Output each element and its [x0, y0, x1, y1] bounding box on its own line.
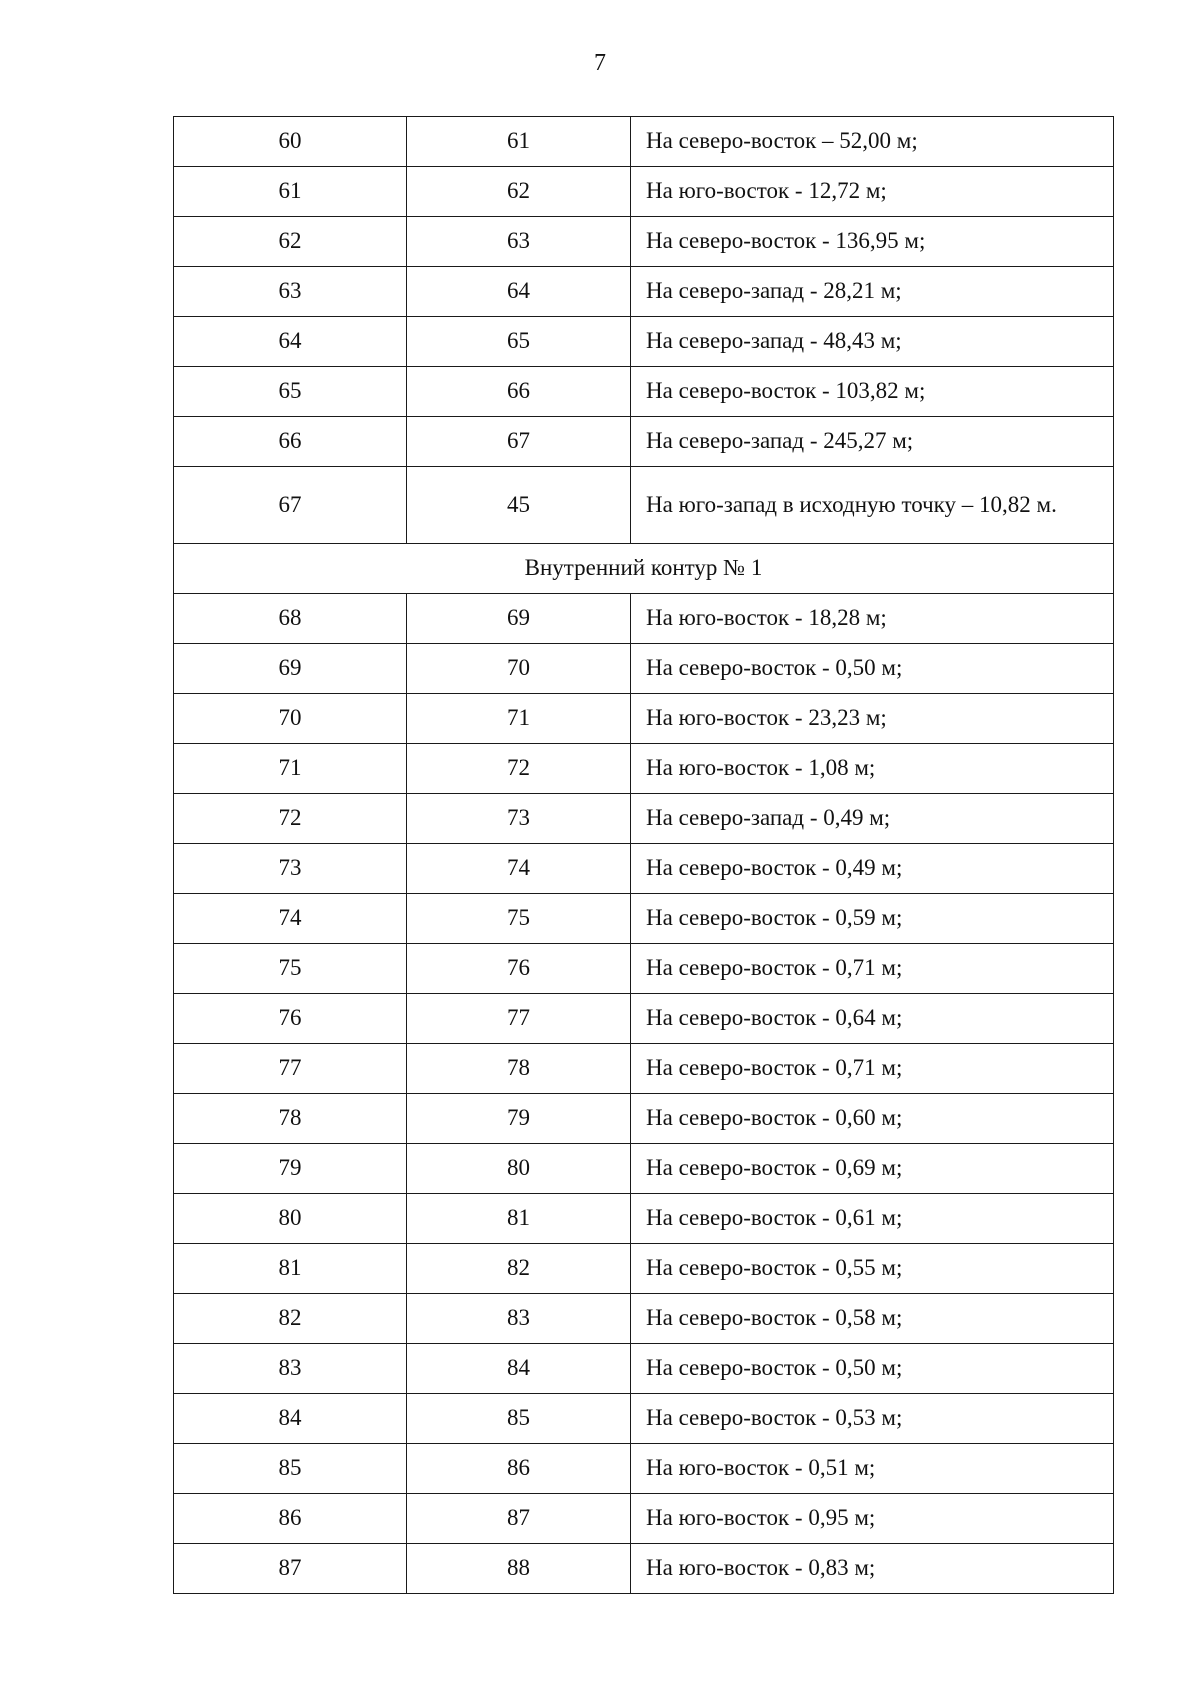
direction-distance-cell: На юго-восток - 23,23 м;	[631, 694, 1114, 744]
to-point-cell: 69	[407, 594, 631, 644]
table-row	[174, 1344, 1114, 1394]
direction-distance-cell: На северо-запад - 245,27 м;	[631, 417, 1114, 467]
from-point-cell: 62	[174, 217, 407, 267]
table-row	[174, 1544, 1114, 1594]
from-point-cell: 79	[174, 1144, 407, 1194]
table-row	[174, 467, 1114, 544]
table-row	[174, 994, 1114, 1044]
table-row	[174, 644, 1114, 694]
boundary-table-body	[174, 117, 1114, 1594]
direction-distance-cell: На северо-восток - 0,58 м;	[631, 1294, 1114, 1344]
to-point-cell: 75	[407, 894, 631, 944]
table-row	[174, 217, 1114, 267]
direction-distance-cell: На северо-восток - 0,61 м;	[631, 1194, 1114, 1244]
direction-distance-cell: На северо-восток - 0,64 м;	[631, 994, 1114, 1044]
from-point-cell: 74	[174, 894, 407, 944]
table-row	[174, 267, 1114, 317]
to-point-cell: 79	[407, 1094, 631, 1144]
from-point-cell: 64	[174, 317, 407, 367]
direction-distance-cell: На юго-восток - 1,08 м;	[631, 744, 1114, 794]
to-point-cell: 67	[407, 417, 631, 467]
from-point-cell: 76	[174, 994, 407, 1044]
from-point-cell: 67	[174, 467, 407, 544]
direction-distance-cell: На северо-восток - 136,95 м;	[631, 217, 1114, 267]
direction-distance-cell: На северо-восток - 0,60 м;	[631, 1094, 1114, 1144]
section-row	[174, 544, 1114, 594]
from-point-cell: 70	[174, 694, 407, 744]
direction-distance-cell: На юго-восток - 18,28 м;	[631, 594, 1114, 644]
direction-distance-cell: На северо-восток - 0,69 м;	[631, 1144, 1114, 1194]
from-point-cell: 82	[174, 1294, 407, 1344]
table-row	[174, 844, 1114, 894]
direction-distance-cell: На северо-восток - 0,55 м;	[631, 1244, 1114, 1294]
from-point-cell: 73	[174, 844, 407, 894]
table-row	[174, 694, 1114, 744]
from-point-cell: 78	[174, 1094, 407, 1144]
direction-distance-cell: На северо-восток - 103,82 м;	[631, 367, 1114, 417]
direction-distance-cell: На юго-запад в исходную точку – 10,82 м.	[631, 467, 1114, 544]
direction-distance-cell: На северо-восток - 0,50 м;	[631, 1344, 1114, 1394]
table-row	[174, 117, 1114, 167]
from-point-cell: 85	[174, 1444, 407, 1494]
from-point-cell: 61	[174, 167, 407, 217]
from-point-cell: 87	[174, 1544, 407, 1594]
table-row	[174, 1444, 1114, 1494]
direction-distance-cell: На юго-восток - 12,72 м;	[631, 167, 1114, 217]
table-row	[174, 744, 1114, 794]
direction-distance-cell: На северо-запад - 0,49 м;	[631, 794, 1114, 844]
to-point-cell: 80	[407, 1144, 631, 1194]
table-row	[174, 1194, 1114, 1244]
to-point-cell: 81	[407, 1194, 631, 1244]
from-point-cell: 86	[174, 1494, 407, 1544]
to-point-cell: 85	[407, 1394, 631, 1444]
direction-distance-cell: На северо-восток - 0,49 м;	[631, 844, 1114, 894]
direction-distance-cell: На северо-запад - 48,43 м;	[631, 317, 1114, 367]
to-point-cell: 65	[407, 317, 631, 367]
direction-distance-cell: На северо-восток - 0,50 м;	[631, 644, 1114, 694]
from-point-cell: 80	[174, 1194, 407, 1244]
from-point-cell: 65	[174, 367, 407, 417]
table-row	[174, 367, 1114, 417]
table-row	[174, 1244, 1114, 1294]
to-point-cell: 70	[407, 644, 631, 694]
table-row	[174, 1044, 1114, 1094]
to-point-cell: 86	[407, 1444, 631, 1494]
to-point-cell: 63	[407, 217, 631, 267]
from-point-cell: 68	[174, 594, 407, 644]
to-point-cell: 45	[407, 467, 631, 544]
page-number: 7	[594, 50, 606, 76]
boundary-table	[173, 116, 1114, 1594]
to-point-cell: 82	[407, 1244, 631, 1294]
to-point-cell: 73	[407, 794, 631, 844]
table-row	[174, 894, 1114, 944]
direction-distance-cell: На юго-восток - 0,95 м;	[631, 1494, 1114, 1544]
direction-distance-cell: На северо-запад - 28,21 м;	[631, 267, 1114, 317]
section-title: Внутренний контур № 1	[174, 544, 1114, 594]
from-point-cell: 75	[174, 944, 407, 994]
to-point-cell: 61	[407, 117, 631, 167]
table-row	[174, 417, 1114, 467]
to-point-cell: 64	[407, 267, 631, 317]
to-point-cell: 71	[407, 694, 631, 744]
table-row	[174, 1294, 1114, 1344]
from-point-cell: 71	[174, 744, 407, 794]
from-point-cell: 83	[174, 1344, 407, 1394]
to-point-cell: 77	[407, 994, 631, 1044]
to-point-cell: 62	[407, 167, 631, 217]
from-point-cell: 66	[174, 417, 407, 467]
from-point-cell: 69	[174, 644, 407, 694]
to-point-cell: 83	[407, 1294, 631, 1344]
direction-distance-cell: На северо-восток - 0,59 м;	[631, 894, 1114, 944]
direction-distance-cell: На северо-восток - 0,71 м;	[631, 944, 1114, 994]
direction-distance-cell: На юго-восток - 0,51 м;	[631, 1444, 1114, 1494]
direction-distance-cell: На юго-восток - 0,83 м;	[631, 1544, 1114, 1594]
to-point-cell: 72	[407, 744, 631, 794]
direction-distance-cell: На северо-восток - 0,53 м;	[631, 1394, 1114, 1444]
to-point-cell: 78	[407, 1044, 631, 1094]
to-point-cell: 74	[407, 844, 631, 894]
to-point-cell: 84	[407, 1344, 631, 1394]
table-row	[174, 1094, 1114, 1144]
table-row	[174, 794, 1114, 844]
to-point-cell: 66	[407, 367, 631, 417]
from-point-cell: 63	[174, 267, 407, 317]
from-point-cell: 81	[174, 1244, 407, 1294]
table-row	[174, 594, 1114, 644]
table-row	[174, 167, 1114, 217]
direction-distance-cell: На северо-восток - 0,71 м;	[631, 1044, 1114, 1094]
table-row	[174, 1144, 1114, 1194]
to-point-cell: 87	[407, 1494, 631, 1544]
table-row	[174, 317, 1114, 367]
from-point-cell: 72	[174, 794, 407, 844]
to-point-cell: 76	[407, 944, 631, 994]
table-row	[174, 1494, 1114, 1544]
direction-distance-cell: На северо-восток – 52,00 м;	[631, 117, 1114, 167]
to-point-cell: 88	[407, 1544, 631, 1594]
from-point-cell: 60	[174, 117, 407, 167]
from-point-cell: 77	[174, 1044, 407, 1094]
from-point-cell: 84	[174, 1394, 407, 1444]
table-row	[174, 944, 1114, 994]
table-row	[174, 1394, 1114, 1444]
